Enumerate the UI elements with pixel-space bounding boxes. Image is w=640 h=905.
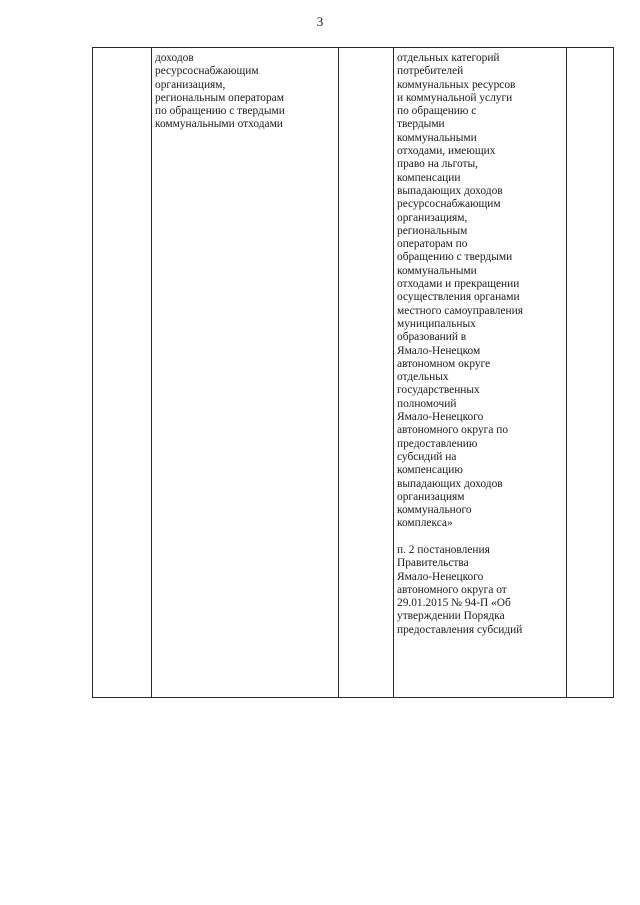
text-line: комплекса» (397, 517, 453, 530)
text-line: ресурсоснабжающим (397, 198, 501, 211)
text-line: операторам по (397, 238, 468, 251)
cell-text (397, 52, 563, 531)
text-line: коммунальными отходами (155, 118, 283, 131)
paragraph-gap (397, 531, 563, 544)
text-line: субсидий на (397, 450, 457, 463)
text-line: коммунальных ресурсов (397, 78, 516, 91)
text-line: выпадающих доходов (397, 184, 503, 197)
table-row (93, 48, 614, 698)
text-line: отдельных категорий (397, 52, 500, 64)
text-line: Правительства (397, 557, 469, 570)
text-line: по обращению с (397, 105, 477, 118)
table-cell-2 (152, 48, 339, 698)
page-number: 3 (316, 14, 324, 29)
text-line: организациям, (155, 78, 226, 91)
text-line: утверждении Порядка (397, 610, 505, 623)
text-line: региональным операторам (155, 91, 284, 104)
text-line: отходами, имеющих (397, 145, 496, 158)
text-line: муниципальных (397, 317, 476, 330)
text-line: коммунальными (397, 131, 477, 144)
text-line: компенсации (397, 171, 461, 184)
text-line: п. 2 постановления (397, 543, 490, 556)
text-line: предоставлению (397, 437, 478, 450)
text-line: местного самоуправления (397, 304, 523, 317)
text-line: региональным (397, 224, 468, 237)
text-line: образований в (397, 331, 467, 344)
table-cell-1 (93, 48, 152, 698)
text-line: осуществления органами (397, 291, 520, 304)
table-cell-4 (394, 48, 567, 698)
text-line: автономном округе (397, 357, 491, 370)
text-line: и коммунальной услуги (397, 91, 513, 104)
text-line: компенсацию (397, 464, 463, 477)
text-line: выпадающих доходов (397, 477, 503, 490)
text-line: отходами и прекращении (397, 278, 520, 291)
text-line: потребителей (397, 65, 464, 78)
text-line: организациям, (397, 211, 468, 224)
document-table (92, 47, 614, 698)
cell-text (155, 52, 335, 132)
table-cell-5 (567, 48, 614, 698)
table-cell-3 (339, 48, 394, 698)
text-line: доходов (155, 52, 194, 64)
text-line: организациям (397, 490, 465, 503)
text-line: обращению с твердыми (397, 251, 513, 264)
text-line: отдельных (397, 371, 449, 384)
text-line: коммунальными (397, 264, 477, 277)
text-line: 29.01.2015 № 94-П «Об (397, 597, 511, 610)
text-line: автономного округа по (397, 424, 509, 437)
cell-text (397, 544, 563, 637)
text-line: государственных (397, 384, 480, 397)
text-line: Ямало-Ненецкого (397, 570, 484, 583)
text-line: коммунального (397, 504, 472, 517)
text-line: Ямало-Ненецкого (397, 411, 484, 424)
text-line: твердыми (397, 118, 445, 131)
text-line: полномочий (397, 397, 457, 410)
text-line: ресурсоснабжающим (155, 65, 259, 78)
text-line: право на льготы, (397, 158, 478, 171)
text-line: Ямало-Ненецком (397, 344, 481, 357)
text-line: автономного округа от (397, 583, 507, 596)
text-line: предоставления субсидий (397, 623, 523, 636)
text-line: по обращению с твердыми (155, 105, 285, 118)
